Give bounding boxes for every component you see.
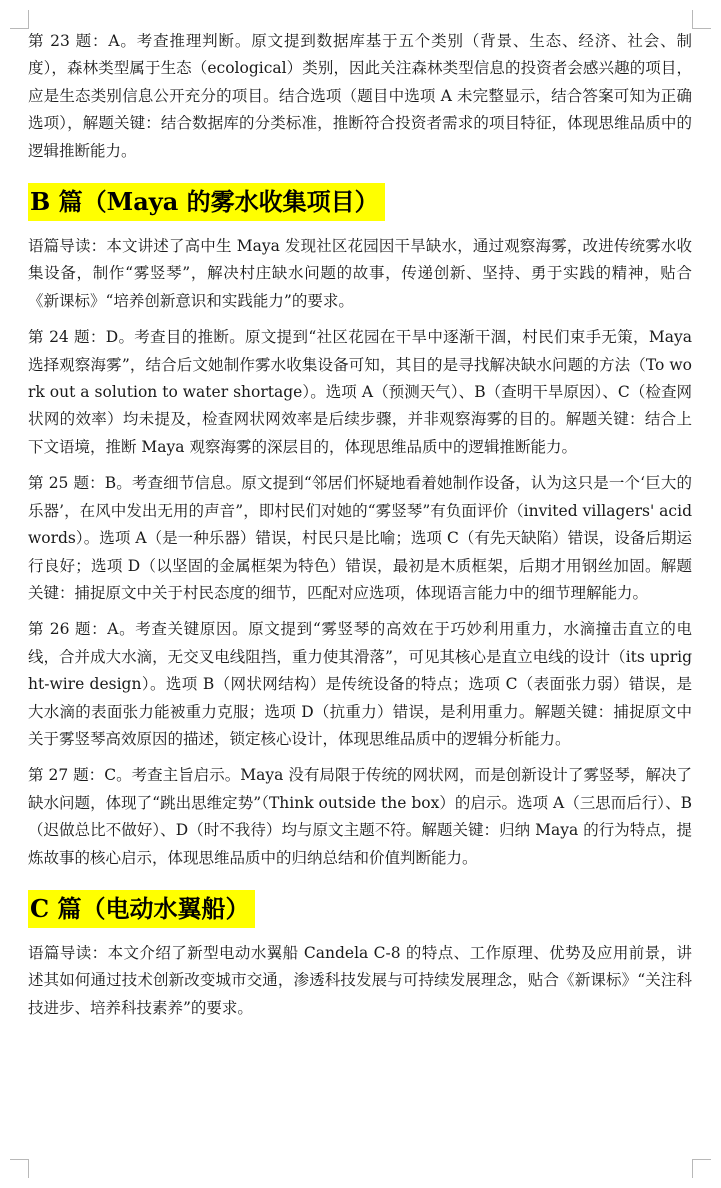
section-c-heading: C 篇（电动水翼船） [28,890,255,928]
page-corner-mark-bottom-left [10,1159,29,1178]
page-corner-mark-top-left [10,10,29,29]
page-corner-mark-top-right [692,10,711,29]
page-corner-mark-bottom-right [692,1159,711,1178]
section-b-heading: B 篇（Maya 的雾水收集项目） [28,183,385,221]
question-25-explanation: 第 25 题：B。考查细节信息。原文提到“邻居们怀疑地看着她制作设备，认为这只是一个‘巨大的乐器’，在风中发出无用的声音”，即村民们对她的“雾竖琴”有负面评价（invited villagers' acid words）。选项 A（是一种乐器）错误，村民只是比喻；选项 C（有先天缺陷）错误，设备后期运行良好；选项 D（以坚固的金属框架为特色）错误，最初是木质框架，后期才用钢丝加固。解题关键：捕捉原文中关于村民态度的细节，匹配对应选项，体现语言能力中的细节理解能力。 [28,474,692,602]
question-24-explanation: 第 24 题：D。考查目的推断。原文提到“社区花园在干旱中逐渐干涸，村民们束手无策，Maya 选择观察海雾”，结合后文她制作雾水收集设备可知，其目的是寻找解决缺水问题的方法（To work out a solution to water shortage）。选项 A（预测天气）、B（查明干旱原因）、C（检查网状网的效率）均未提及，检查网状网效率是后续步骤，并非观察海雾的目的。解题关键：结合上下文语境，推断 Maya 观察海雾的深层目的，体现思维品质中的逻辑推断能力。 [28,328,692,456]
document-page [28,28,692,1031]
question-27-explanation: 第 27 题：C。考查主旨启示。Maya 没有局限于传统的网状网，而是创新设计了雾竖琴，解决了缺水问题，体现了“跳出思维定势”（Think outside the box）的启示。选项 A（三思而后行）、B（迟做总比不做好）、D（时不我待）均与原文主题不符。解题关键：归纳 Maya 的行为特点，提炼故事的核心启示，体现思维品质中的归纳总结和价值判断能力。 [28,766,692,867]
section-c-intro: 语篇导读：本文介绍了新型电动水翼船 Candela C-8 的特点、工作原理、优势及应用前景，讲述其如何通过技术创新改变城市交通，渗透科技发展与可持续发展理念，贴合《新课标》“关注科技进步、培养科技素养”的要求。 [28,943,692,1017]
question-26-explanation: 第 26 题：A。考查关键原因。原文提到“雾竖琴的高效在于巧妙利用重力，水滴撞击直立的电线，合并成大水滴，无交叉电线阻挡，重力使其滑落”，可见其核心是直立电线的设计（its upright-wire design）。选项 B（网状网结构）是传统设备的特点；选项 C（表面张力弱）错误，是大水滴的表面张力能被重力克服；选项 D（抗重力）错误，是利用重力。解题关键：捕捉原文中关于雾竖琴高效原因的描述，锁定核心设计，体现思维品质中的逻辑分析能力。 [28,620,692,748]
question-23-explanation: 第 23 题：A。考查推理判断。原文提到数据库基于五个类别（背景、生态、经济、社会、制度），森林类型属于生态（ecological）类别，因此关注森林类型信息的投资者会感兴趣的项目，应是生态类别信息公开充分的项目。结合选项（题目中选项 A 未完整显示，结合答案可知为正确选项），解题关键：结合数据库的分类标准，推断符合投资者需求的项目特征，体现思维品质中的逻辑推断能力。 [28,32,692,160]
section-c-heading-wrap [28,890,692,928]
section-b-heading-wrap [28,183,692,221]
section-b-intro: 语篇导读：本文讲述了高中生 Maya 发现社区花园因干旱缺水，通过观察海雾，改进传统雾水收集设备，制作“雾竖琴”，解决村庄缺水问题的故事，传递创新、坚持、勇于实践的精神，贴合《新课标》“培养创新意识和实践能力”的要求。 [28,237,692,310]
